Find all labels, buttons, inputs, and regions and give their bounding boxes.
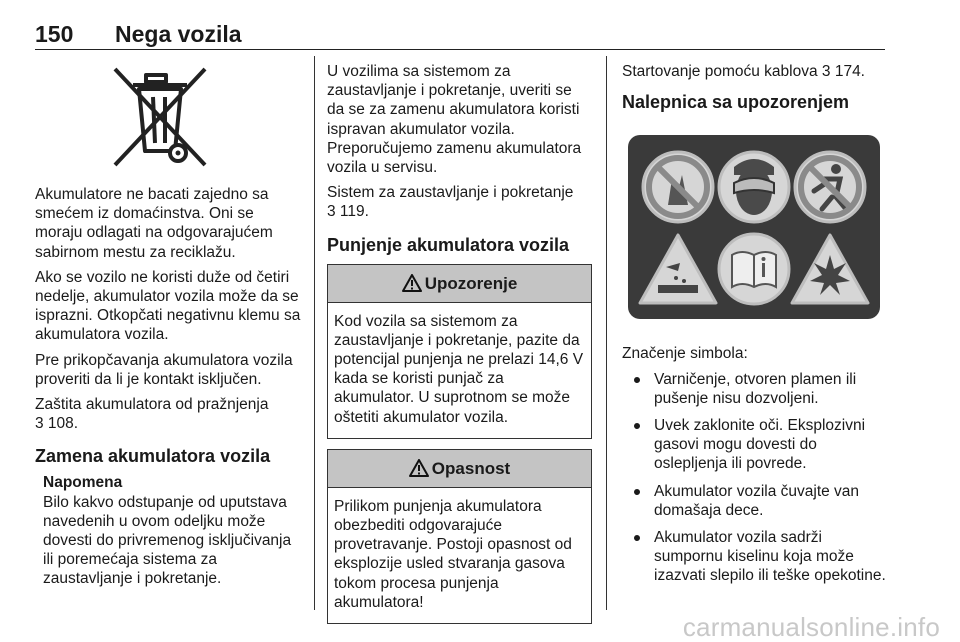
replace-battery-heading: Zamena akumulatora vozila <box>35 446 271 467</box>
discharge-protection-paragraph <box>35 395 303 433</box>
danger-box <box>327 449 592 624</box>
watermark: carmanualsonline.info <box>682 612 940 642</box>
battery-warning-label-image <box>628 135 880 319</box>
warning-box <box>327 264 592 439</box>
note-title: Napomena <box>43 474 123 492</box>
disposal-paragraph: Akumulatore ne bacati zajedno sa smećem iz domaćinstva. Oni se moraju odlagati na odgovarajućem sabirnom mestu za reciklažu. <box>35 186 273 261</box>
chapter-title: Nega vozila <box>115 21 242 47</box>
storage-paragraph: Ako se vozilo ne koristi duže od četiri nedelje, akumulator vozila može da se isprazni. Otkopčati negativnu klemu sa akumulatora vozila. <box>35 268 301 344</box>
discharge-protection-text: Zaštita akumulatora od pražnjenja <box>35 396 269 414</box>
page-header <box>35 8 885 50</box>
ignition-paragraph: Pre prikopčavanja akumulatora vozila proveriti da li je kontakt isključen. <box>35 351 293 388</box>
eye-protection-icon <box>719 152 789 222</box>
jump-start-paragraph: Startovanje pomoću kablova 3 174. <box>622 63 865 80</box>
no-fire-icon <box>643 152 713 222</box>
list-item: Akumulator vozila čuvajte van domašaja dece. <box>622 482 887 520</box>
page-reference-link[interactable]: 3 108. <box>35 415 79 433</box>
symbols-intro: Značenje simbola: <box>622 345 748 363</box>
read-manual-icon <box>719 234 789 304</box>
danger-header <box>328 450 591 488</box>
danger-title: Opasnost <box>431 458 511 478</box>
column-3 <box>622 62 887 594</box>
danger-text: Prilikom punjenja akumulatora obezbediti odgovarajuće provetravanje. Postoji opasnost od eksplozije usled stvaranja gasova tokom procesa punjenja akumulatora! <box>334 497 572 611</box>
start-stop-ref-paragraph <box>327 183 592 221</box>
column-1 <box>35 62 303 589</box>
start-stop-ref-text: Sistem za zaustavljanje i pokretanje <box>327 184 574 202</box>
warning-triangle-icon <box>409 459 429 477</box>
note-text: Bilo kakvo odstupanje od uputstava navedenih u ovom odeljku može dovesti do privremenog isključivanja ili poremećaja sistema za zaustavljanje i pokretanje. <box>43 493 292 588</box>
warning-label-heading: Nalepnica sa upozorenjem <box>622 92 850 113</box>
crossed-out-bin-icon <box>109 67 215 171</box>
keep-away-children-icon <box>795 152 865 222</box>
page-reference-link[interactable]: 3 119. <box>327 203 369 221</box>
symbol-meanings-list <box>622 370 887 586</box>
warning-text: Kod vozila sa sistemom za zaustavljanje i pokretanje, pazite da potencijal punjenja ne prelazi 14,6 V kada se koristi punjač za akumulator. U suprotnom se može oštetiti akumulator vozila. <box>334 312 584 426</box>
warning-header <box>328 265 591 303</box>
charge-battery-heading: Punjenje akumulatora vozila <box>327 234 570 255</box>
list-item: Akumulator vozila sadrži sumpornu kiselinu koja može izazvati slepilo ili teške opekotine. <box>622 528 887 586</box>
list-item: Varničenje, otvoren plamen ili pušenje nisu dozvoljeni. <box>622 370 887 408</box>
column-divider <box>606 56 607 610</box>
start-stop-battery-paragraph: U vozilima sa sistemom za zaustavljanje i pokretanje, uveriti se da se za zamenu akumulatora koristi ispravan akumulator vozila. Preporučujemo zamenu akumulatora vozila u servisu. <box>327 63 582 177</box>
warning-triangle-icon <box>402 274 422 292</box>
page-number: 150 <box>35 21 74 47</box>
column-divider <box>314 56 315 610</box>
column-2 <box>327 62 592 634</box>
list-item: Uvek zaklonite oči. Eksplozivni gasovi mogu dovesti do oslepljenja ili povrede. <box>622 416 887 474</box>
warning-title: Upozorenje <box>424 273 518 293</box>
note-block <box>35 473 303 588</box>
